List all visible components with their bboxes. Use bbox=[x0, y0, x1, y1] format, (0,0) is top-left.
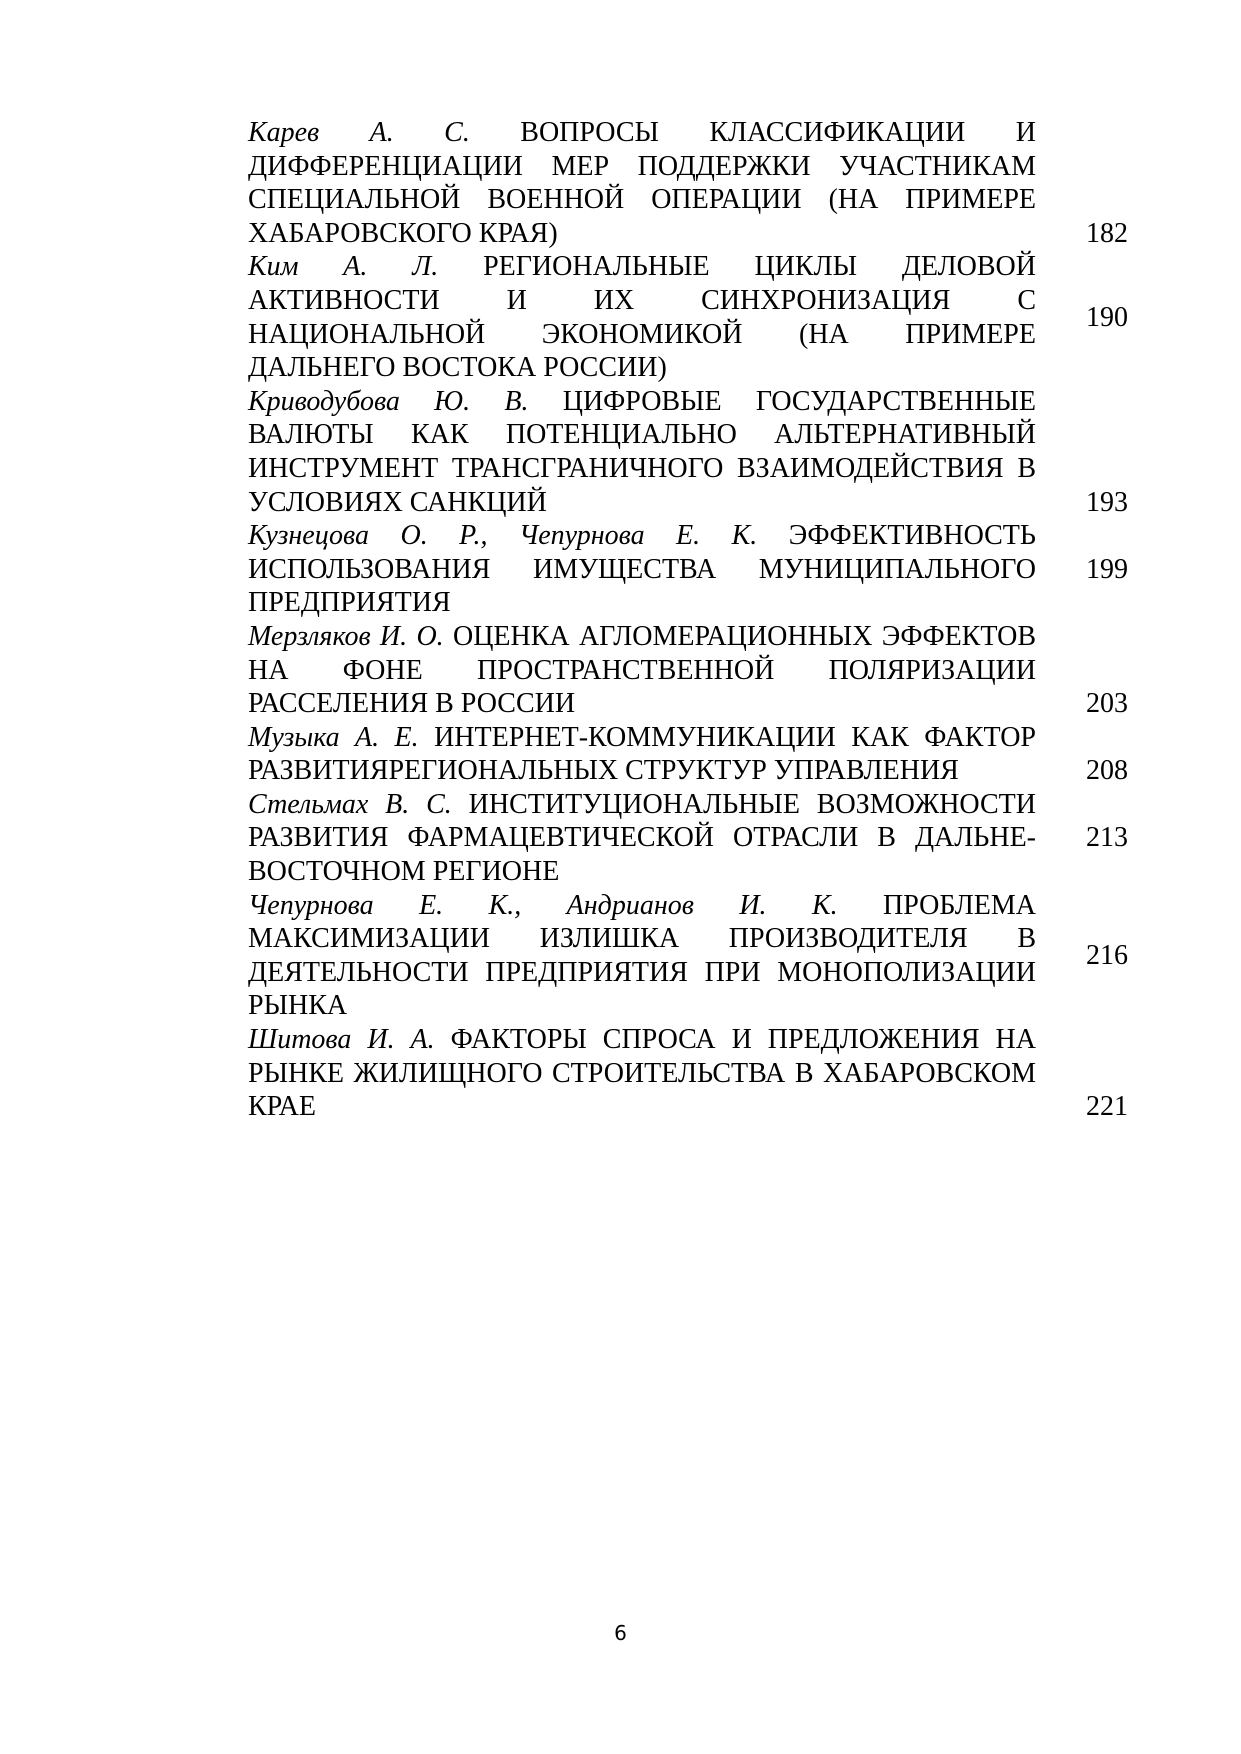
toc-entry[interactable] bbox=[248, 116, 1128, 250]
toc-entry-page: 213 bbox=[1086, 822, 1128, 854]
toc-entry-authors: Мерзляков И. О. bbox=[248, 620, 444, 652]
toc-entry-text bbox=[248, 116, 1036, 250]
toc-entry-authors: Шитова И. А. bbox=[248, 1024, 435, 1056]
toc-entry[interactable] bbox=[248, 620, 1128, 721]
toc-entry-authors: Кузнецова О. Р., Чепурнова Е. К. bbox=[248, 520, 758, 552]
toc-entry-page: 199 bbox=[1086, 553, 1128, 585]
toc-entry[interactable] bbox=[248, 1023, 1128, 1124]
toc-entry-text bbox=[248, 385, 1036, 519]
toc-entry[interactable] bbox=[248, 788, 1128, 889]
toc-entry-title: ФАКТОРЫ СПРОСА И ПРЕДЛОЖЕНИЯ НА РЫНКЕ ЖИЛИЩНОГО СТРОИТЕЛЬСТВА В ХАБАРОВСКОМ КРАЕ bbox=[248, 1024, 1037, 1123]
toc-entry-text bbox=[248, 721, 1036, 788]
toc-entry-text bbox=[248, 1023, 1036, 1124]
toc-entry-authors: Музыка А. Е. bbox=[248, 721, 419, 753]
toc-entry-title: ЭФФЕКТИВНОСТЬ ИСПОЛЬЗОВАНИЯ ИМУЩЕСТВА МУНИЦИПАЛЬНОГО ПРЕДПРИЯТИЯ bbox=[248, 520, 1036, 619]
toc-entry-page: 190 bbox=[1086, 301, 1128, 333]
toc-entry-title: ОЦЕНКА АГЛОМЕРАЦИОННЫХ ЭФФЕКТОВ НА ФОНЕ ПРОСТРАНСТВЕННОЙ ПОЛЯРИЗАЦИИ РАССЕЛЕНИЯ В РОССИИ bbox=[248, 620, 1036, 720]
page-number: 6 bbox=[614, 1621, 627, 1645]
toc-entry-title: ПРОБЛЕМА МАКСИМИЗАЦИИ ИЗЛИШКА ПРОИЗВОДИТЕЛЯ В ДЕЯТЕЛЬНОСТИ ПРЕДПРИЯТИЯ ПРИ МОНОПОЛИЗАЦИИ РЫНКА bbox=[248, 889, 1036, 1022]
toc-entry-authors: Криводубова Ю. В. bbox=[248, 385, 529, 417]
toc-entry-text bbox=[248, 519, 1036, 620]
table-of-contents bbox=[248, 116, 1128, 1124]
toc-entry-text bbox=[248, 889, 1036, 1023]
toc-entry-authors: Чепурнова Е. К., Андрианов И. К. bbox=[248, 889, 838, 921]
toc-entry-authors: Карев А. С. bbox=[248, 117, 470, 148]
toc-entry-title: ИНТЕРНЕТ-КОММУНИКАЦИИ КАК ФАКТОР РАЗВИТИЯРЕГИОНАЛЬНЫХ СТРУКТУР УПРАВЛЕНИЯ bbox=[248, 721, 1036, 787]
toc-entry-page: 203 bbox=[1086, 688, 1128, 720]
toc-entry-authors: Ким А. Л. bbox=[248, 251, 439, 283]
toc-entry-page: 221 bbox=[1086, 1091, 1128, 1123]
toc-entry-page: 182 bbox=[1086, 217, 1128, 249]
toc-entry-title: ЦИФРОВЫЕ ГОСУДАРСТВЕННЫЕ ВАЛЮТЫ КАК ПОТЕНЦИАЛЬНО АЛЬТЕРНАТИВНЫЙ ИНСТРУМЕНТ ТРАНСГРАНИЧНОГО ВЗАИМОДЕЙСТВИЯ В УСЛОВИЯХ САНКЦИЙ bbox=[248, 385, 1036, 518]
toc-entry[interactable] bbox=[248, 721, 1128, 788]
toc-entry-page: 208 bbox=[1086, 755, 1128, 787]
toc-entry[interactable] bbox=[248, 889, 1128, 1023]
toc-entry-text bbox=[248, 250, 1036, 384]
toc-entry-text bbox=[248, 620, 1036, 721]
toc-entry-page: 216 bbox=[1086, 940, 1128, 972]
toc-entry-text bbox=[248, 788, 1036, 889]
toc-entry[interactable] bbox=[248, 250, 1128, 384]
toc-entry-authors: Стельмах В. С. bbox=[248, 788, 452, 820]
toc-entry-title: ИНСТИТУЦИОНАЛЬНЫЕ ВОЗМОЖНОСТИ РАЗВИТИЯ ФАРМАЦЕВТИЧЕСКОЙ ОТРАСЛИ В ДАЛЬНЕ-ВОСТОЧНОМ РЕГИОНЕ bbox=[248, 788, 1036, 888]
toc-entry-title: ВОПРОСЫ КЛАССИФИКАЦИИ И ДИФФЕРЕНЦИАЦИИ МЕР ПОДДЕРЖКИ УЧАСТНИКАМ СПЕЦИАЛЬНОЙ ВОЕННОЙ ОПЕРАЦИИ (НА ПРИМЕРЕ ХАБАРОВСКОГО КРАЯ) bbox=[248, 117, 1037, 249]
toc-entry-page: 193 bbox=[1086, 486, 1128, 518]
toc-entry[interactable] bbox=[248, 385, 1128, 519]
toc-entry-title: РЕГИОНАЛЬНЫЕ ЦИКЛЫ ДЕЛОВОЙ АКТИВНОСТИ И ИХ СИНХРОНИЗАЦИЯ С НАЦИОНАЛЬНОЙ ЭКОНОМИКОЙ (НА ПРИМЕРЕ ДАЛЬНЕГО ВОСТОКА РОССИИ) bbox=[248, 251, 1036, 384]
toc-entry[interactable] bbox=[248, 519, 1128, 620]
